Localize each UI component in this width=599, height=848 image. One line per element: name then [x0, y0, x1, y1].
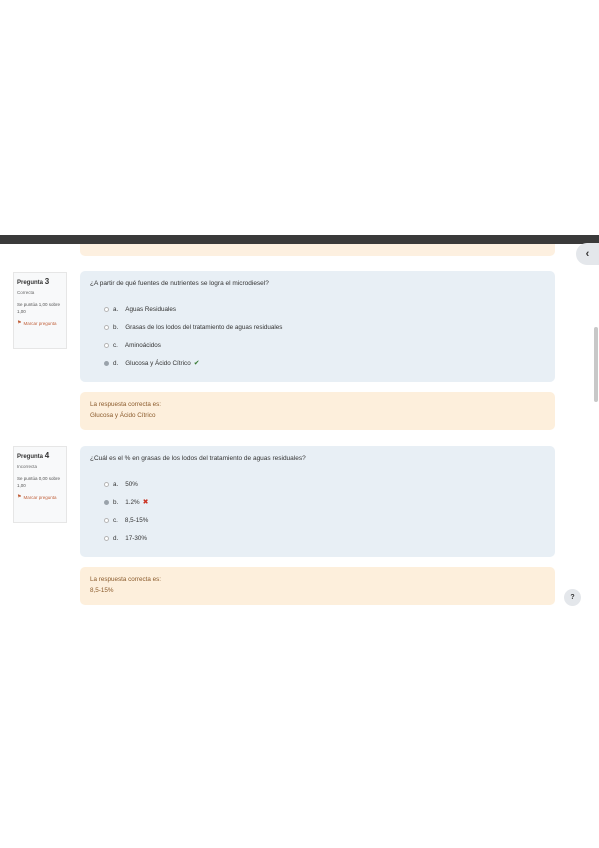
feedback-box-4	[80, 567, 555, 605]
radio-button[interactable]	[104, 482, 109, 487]
question-text: ¿A partir de qué fuentes de nutrientes se logra el microdiesel?	[90, 280, 269, 287]
answer-option[interactable]: a. 50%	[90, 475, 545, 493]
answer-option[interactable]: c. 8,5-15%	[90, 511, 545, 529]
help-icon: ?	[570, 594, 575, 601]
answer-option[interactable]: c. Aminoácidos	[90, 336, 545, 354]
scrollbar[interactable]	[594, 327, 598, 402]
question-info-3	[13, 272, 67, 349]
feedback-box-3	[80, 392, 555, 430]
radio-button[interactable]	[104, 536, 109, 541]
answer-option[interactable]: d. 17-30%	[90, 529, 545, 547]
check-icon: ✔	[193, 360, 200, 367]
help-button[interactable]	[564, 589, 581, 606]
flag-question-link[interactable]: ⚑ Marcar pregunta	[17, 494, 57, 500]
question-info-4	[13, 446, 67, 523]
top-navbar	[0, 235, 599, 244]
feedback-answer: 8,5-15%	[90, 587, 114, 594]
feedback-answer: Glucosa y Ácido Cítrico	[90, 412, 156, 419]
question-state: Correcta	[17, 290, 35, 295]
radio-button[interactable]	[104, 325, 109, 330]
feedback-label: La respuesta correcta es:	[90, 401, 162, 408]
flag-question-link[interactable]: ⚑ Marcar pregunta	[17, 320, 57, 326]
flag-icon: ⚑	[17, 320, 22, 326]
cross-icon: ✖	[142, 499, 149, 506]
chevron-left-icon: ‹	[585, 248, 590, 260]
question-box-3	[80, 271, 555, 382]
radio-button[interactable]	[104, 343, 109, 348]
radio-button[interactable]	[104, 307, 109, 312]
answer-option[interactable]: b. Grasas de los lodos del tratamiento de aguas residuales	[90, 318, 545, 336]
question-text: ¿Cuál es el % en grasas de los lodos del tratamiento de aguas residuales?	[90, 455, 306, 462]
answer-option-selected[interactable]: d. Glucosa y Ácido Cítrico ✔	[90, 354, 545, 372]
question-label: Pregunta 3	[17, 277, 50, 286]
previous-feedback-box	[80, 244, 555, 256]
answer-option[interactable]: a. Aguas Residuales	[90, 300, 545, 318]
flag-icon: ⚑	[17, 494, 22, 500]
question-state: Incorrecta	[17, 464, 38, 469]
radio-button-checked[interactable]	[104, 361, 109, 366]
radio-button-checked[interactable]	[104, 500, 109, 505]
question-score: Se puntúa 1,00 sobre 1,00	[17, 302, 61, 314]
radio-button[interactable]	[104, 518, 109, 523]
drawer-toggle-button[interactable]	[576, 243, 599, 265]
question-box-4	[80, 446, 555, 557]
feedback-label: La respuesta correcta es:	[90, 576, 162, 583]
question-label: Pregunta 4	[17, 451, 50, 460]
answer-option-selected[interactable]: b. 1.2% ✖	[90, 493, 545, 511]
question-score: Se puntúa 0,00 sobre 1,00	[17, 476, 61, 488]
